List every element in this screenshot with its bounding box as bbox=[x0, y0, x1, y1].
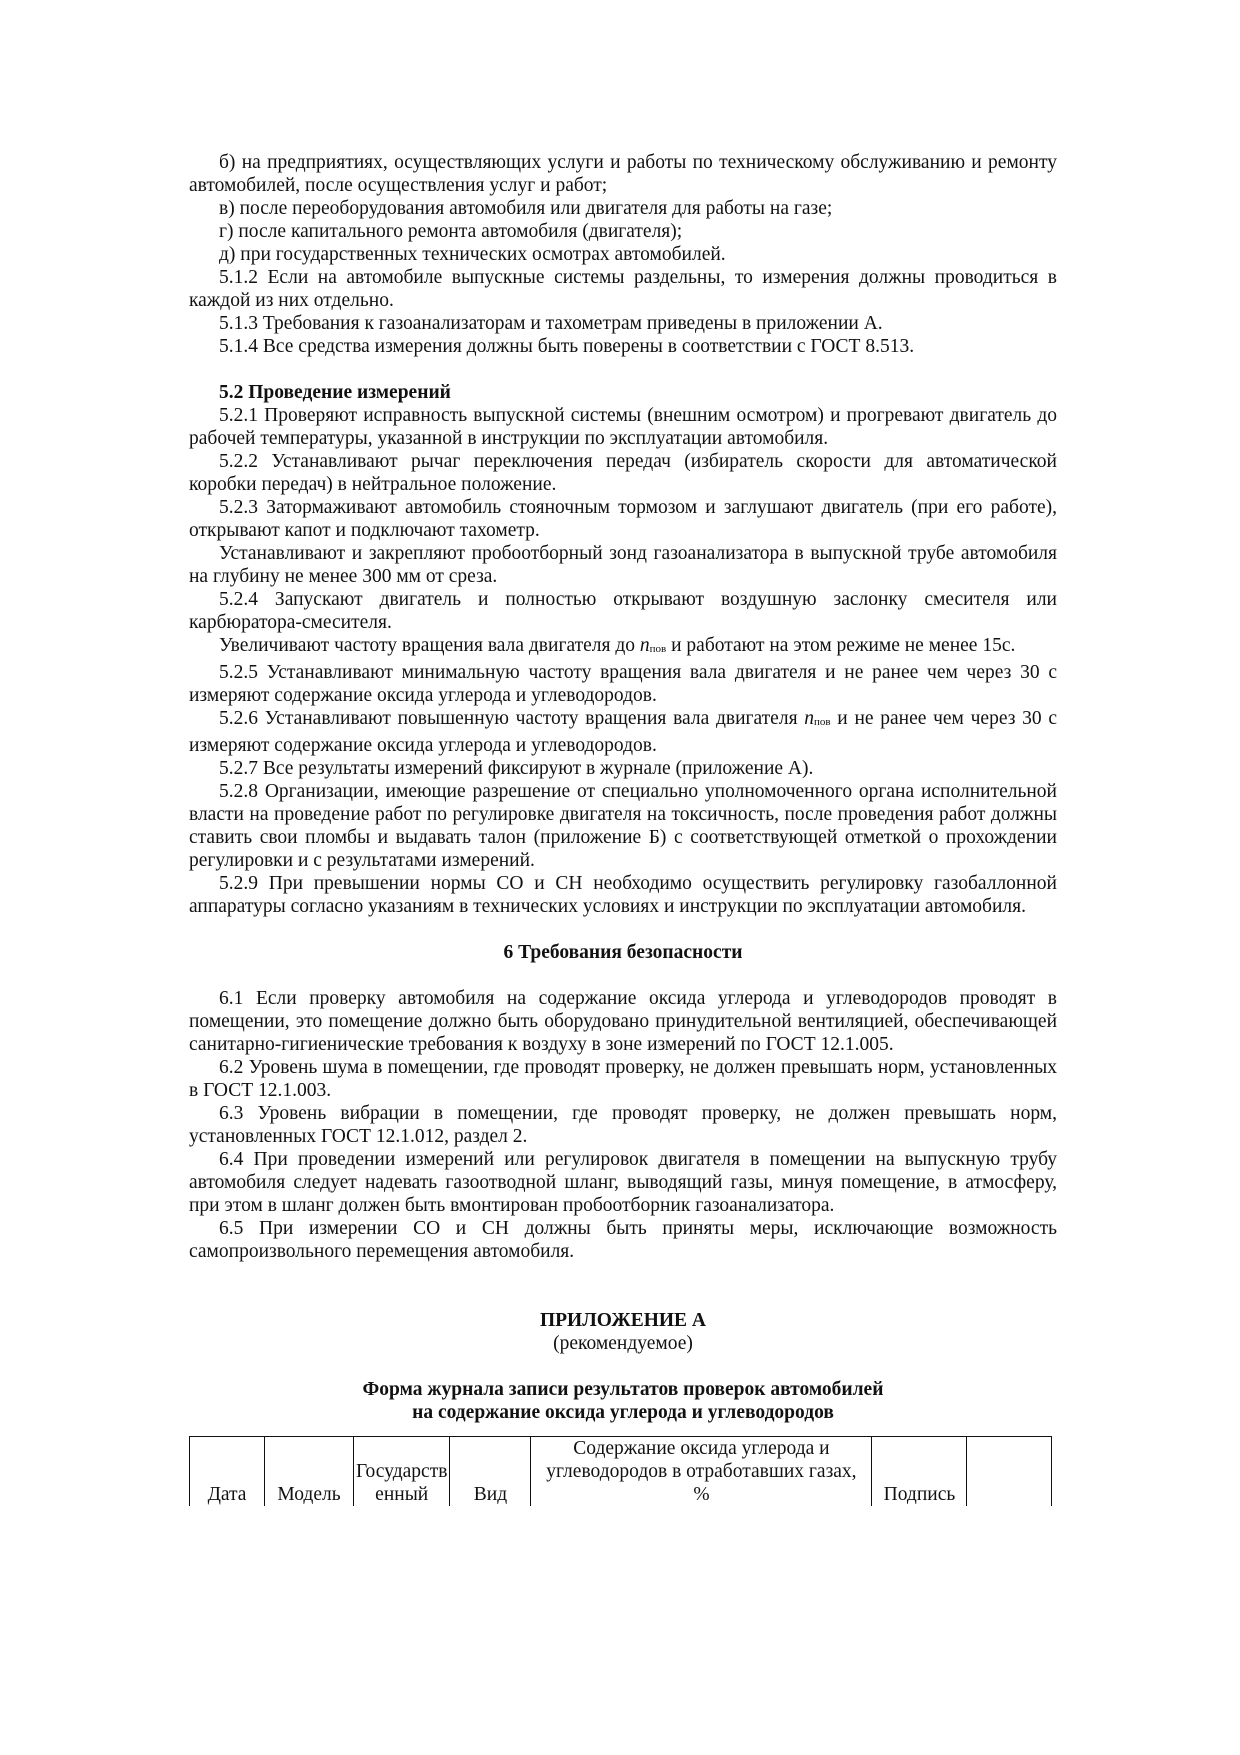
form-title-line-1: Форма журнала записи результатов проверок автомобилей bbox=[362, 1379, 884, 1400]
appendix-subtitle: (рекомендуемое) bbox=[553, 1333, 693, 1354]
variable-n: n bbox=[639, 635, 650, 656]
variable-subscript: пов bbox=[814, 716, 831, 728]
para-5-2-6-pre: 5.2.6 Устанавливают повышенную частоту вращения вала двигателя bbox=[219, 708, 805, 729]
para-5-2-4-b-post: и работают на этом режиме не менее 15с. bbox=[666, 635, 1016, 656]
para-5-2-4-b bbox=[189, 634, 1057, 661]
para-5-2-8: 5.2.8 Организации, имеющие разрешение от специально уполномоченного органа исполнительной власти на проведение работ по регулировке двигателя на токсичность, после проведения работ должны ставить свои пломбы и выдавать талон (приложение Б) с соответствующей отметкой о прохождении регулировки и с результатами измерений. bbox=[189, 781, 1057, 871]
col-kind bbox=[450, 1437, 531, 1507]
col-gos bbox=[354, 1437, 450, 1507]
para-6-4: 6.4 При проведении измерений или регулировок двигателя в помещении на выпускную трубу автомобиля следует надевать газоотводной шланг, выводящий газы, минуя помещение, в атмосферу, при этом в шланг должен быть вмонтирован пробоотборник газоанализатора. bbox=[189, 1149, 1057, 1216]
col-group-label-3: % bbox=[693, 1484, 710, 1505]
form-title-line-2: на содержание оксида углерода и углеводородов bbox=[412, 1402, 834, 1423]
para-5-1-4: 5.1.4 Все средства измерения должны быть поверены в соответствии с ГОСТ 8.513. bbox=[219, 336, 915, 357]
para-5-2-6 bbox=[189, 707, 1057, 757]
list-item-d: д) при государственных технических осмотрах автомобилей. bbox=[219, 244, 726, 265]
para-5-1-2: 5.1.2 Если на автомобиле выпускные системы раздельны, то измерения должны проводиться в каждой из них отдельно. bbox=[189, 267, 1057, 311]
para-5-2-2: 5.2.2 Устанавливают рычаг переключения передач (избиратель скорости для автоматической коробки передач) в нейтральное положение. bbox=[189, 451, 1057, 495]
document-page bbox=[189, 151, 1057, 1506]
col-date-label: Дата bbox=[207, 1484, 247, 1505]
list-item-v: в) после переоборудования автомобиля или двигателя для работы на газе; bbox=[219, 198, 833, 219]
col-kind-label: Вид bbox=[473, 1484, 508, 1505]
col-model bbox=[265, 1437, 354, 1507]
appendix-title: ПРИЛОЖЕНИЕ А bbox=[539, 1310, 707, 1331]
para-5-2-3: 5.2.3 Затормаживают автомобиль стояночным тормозом и заглушают двигатель (при его работе), открывают капот и подключают тахометр. bbox=[189, 497, 1057, 541]
list-item-g: г) после капитального ремонта автомобиля (двигателя); bbox=[219, 221, 683, 242]
col-model-label: Модель bbox=[277, 1484, 341, 1505]
para-6-1: 6.1 Если проверку автомобиля на содержание оксида углерода и углеводородов проводят в помещении, это помещение должно быть оборудовано принудительной вентиляцией, обеспечивающей санитарно-гигиенические требования к воздуху в зоне измерений по ГОСТ 12.1.005. bbox=[189, 988, 1057, 1055]
col-last bbox=[967, 1437, 1052, 1507]
heading-6: 6 Требования безопасности bbox=[503, 942, 743, 963]
para-5-2-4-b-pre: Увеличивают частоту вращения вала двигателя до bbox=[219, 635, 640, 656]
para-6-3: 6.3 Уровень вибрации в помещении, где проводят проверку, не должен превышать норм, установленных ГОСТ 12.1.012, раздел 2. bbox=[189, 1103, 1057, 1147]
variable-subscript: пов bbox=[649, 643, 667, 655]
col-group-label-2: углеводородов в отработавших газах, bbox=[546, 1461, 857, 1482]
col-gos-label-1: Государств bbox=[356, 1461, 448, 1482]
para-5-2-6-post: и не ранее чем через 30 с измеряют содержание оксида углерода и углеводородов. bbox=[189, 708, 1057, 756]
list-item-b: б) на предприятиях, осуществляющих услуги и работы по техническому обслуживанию и ремонту автомобилей, после осуществления услуг и работ; bbox=[189, 152, 1057, 196]
heading-5-2: 5.2 Проведение измерений bbox=[219, 382, 451, 403]
para-5-2-9: 5.2.9 При превышении нормы CO и CH необходимо осуществить регулировку газобаллонной аппаратуры согласно указаниям в технических условиях и инструкции по эксплуатации автомобиля. bbox=[189, 873, 1057, 917]
para-6-2: 6.2 Уровень шума в помещении, где проводят проверку, не должен превышать норм, установленных в ГОСТ 12.1.003. bbox=[189, 1057, 1057, 1101]
col-gos-label-2: енный bbox=[375, 1484, 429, 1505]
col-sign-label: Подпись bbox=[883, 1484, 956, 1505]
variable-n: n bbox=[804, 708, 814, 729]
para-5-1-3: 5.1.3 Требования к газоанализаторам и тахометрам приведены в приложении А. bbox=[219, 313, 883, 334]
para-6-5: 6.5 При измерении CO и CH должны быть приняты меры, исключающие возможность самопроизвольного перемещения автомобиля. bbox=[189, 1218, 1057, 1262]
col-date bbox=[190, 1437, 265, 1507]
para-5-2-5: 5.2.5 Устанавливают минимальную частоту вращения вала двигателя и не ранее чем через 30 с измеряют содержание оксида углерода и углеводородов. bbox=[189, 662, 1057, 706]
para-5-2-1: 5.2.1 Проверяют исправность выпускной системы (внешним осмотром) и прогревают двигатель до рабочей температуры, указанной в инструкции по эксплуатации автомобиля. bbox=[189, 405, 1057, 449]
para-5-2-7: 5.2.7 Все результаты измерений фиксируют в журнале (приложение А). bbox=[219, 758, 814, 779]
journal-table-header bbox=[189, 1436, 1052, 1506]
para-5-2-4: 5.2.4 Запускают двигатель и полностью открывают воздушную заслонку смесителя или карбюратора-смесителя. bbox=[189, 589, 1057, 633]
col-sign bbox=[872, 1437, 967, 1507]
col-group-content bbox=[531, 1437, 872, 1507]
col-group-label-1: Содержание оксида углерода и bbox=[573, 1438, 830, 1459]
para-5-2-3-b: Устанавливают и закрепляют пробоотборный зонд газоанализатора в выпускной трубе автомобиля на глубину не менее 300 мм от среза. bbox=[189, 543, 1057, 587]
